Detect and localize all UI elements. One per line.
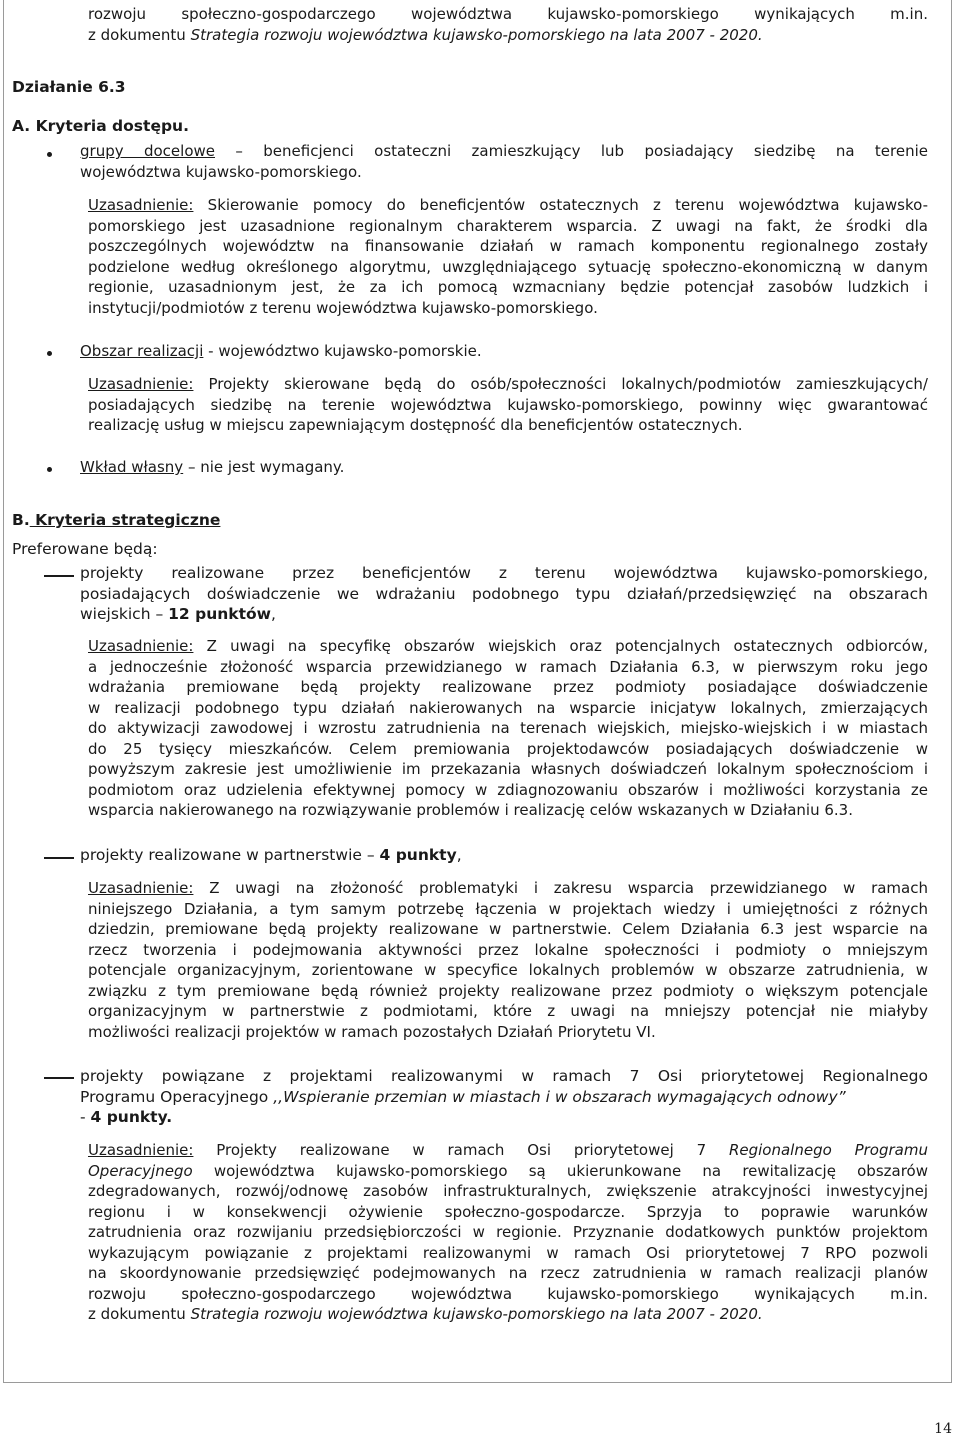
justification-partnership: Uzasadnienie: Z uwagi na złożoność problematyki i zakresu wsparcia przewidzianego w ramach niniejszego Działania, a tym samym potrzebę łączenia w projektach wiedzy i umiejętności z różnych dziedzin, premiowane będą projekty realizowane w partnerstwie. Celem Działania 6.3 jest wsparcie na rzecz tworzenia i podejmowania aktywności przez lokalne społeczności i podmioty o mniejszym potencjale organizacyjnym, zorientowane w specyfice lokalnych problemów w obszarze zatrudnienia, w związku z tym premiowane będą również projekty realizowane przez podmioty o większym potencjale organizacyjnym w partnerstwie z podmiotami, które z uwagi na mniejszy potencjał nie miałyby możliwości realizacji projektów w ramach pozostałych Działań Priorytetu VI. bbox=[88, 879, 928, 1041]
target-groups-label: grupy docelowe bbox=[80, 142, 215, 160]
preferred-label: Preferowane będą: bbox=[12, 540, 158, 558]
bullet-icon bbox=[47, 351, 52, 356]
strategy-document-title: Strategia rozwoju województwa kujawsko-pomorskiego na lata 2007 - 2020. bbox=[190, 25, 763, 44]
page-number: 14 bbox=[934, 1421, 952, 1437]
justification-area: Uzasadnienie: Projekty skierowane będą do osób/społeczności lokalnych/podmiotów zamieszkujących/ posiadających siedzibę na terenie województwa kujawsko-pomorskiego, powinny więc gwarantować realizację usług w miejscu zapewniającym dostępność dla beneficjentów ostatecznych. bbox=[88, 375, 928, 434]
preference-rural-experience: projekty realizowane przez beneficjentów z terenu województwa kujawsko-pomorskiego, posiadających doświadczenie we wdrażaniu podobnego typu działań/przedsięwzięć na obszarach wiejskich – 12 punktów, bbox=[80, 564, 928, 623]
intro-paragraph bbox=[88, 4, 928, 45]
preference-axis-7-projects: projekty powiązane z projektami realizowanymi w ramach 7 Osi priorytetowej Regionalnego Programu Operacyjnego ,,Wspieranie przemian w miastach i w obszarach wymagających odnowy” - 4 punkty. bbox=[80, 1067, 928, 1126]
points-4-partnership: 4 punkty bbox=[379, 846, 457, 864]
justification-label: Uzasadnienie: bbox=[88, 637, 194, 655]
bullet-icon bbox=[47, 152, 52, 157]
criterion-area: Obszar realizacji - województwo kujawsko-pomorskie. bbox=[80, 342, 482, 360]
justification-label: Uzasadnienie: bbox=[88, 196, 194, 214]
justification-label: Uzasadnienie: bbox=[88, 879, 194, 897]
area-label: Obszar realizacji bbox=[80, 342, 204, 360]
dash-icon bbox=[44, 1077, 74, 1079]
points-12: 12 punktów bbox=[168, 605, 271, 623]
axis-7-title: ,,Wspieranie przemian w miastach i w obszarach wymagających odnowy” bbox=[273, 1087, 846, 1106]
action-heading: Działanie 6.3 bbox=[12, 78, 126, 96]
intro-line-2: z dokumentu Strategia rozwoju województwa kujawsko-pomorskiego na lata 2007 - 2020. bbox=[88, 25, 763, 44]
justification-label: Uzasadnienie: bbox=[88, 1141, 194, 1159]
dash-icon bbox=[44, 857, 74, 859]
justification-axis-7: Uzasadnienie: Projekty realizowane w ramach Osi priorytetowej 7 Regionalnego Programu Operacyjnego województwa kujawsko-pomorskiego są ukierunkowane na rewitalizację obszarów zdegradowanych, rozwój/odnowę zasobów infrastrukturalnych, zwiększenie atrakcyjności inwestycyjnej regionu i w konsekwencji ożywienie społeczno-gospodarcze. Sprzyja to poprawie warunków zatrudnienia oraz rozwijaniu przedsiębiorczości w regionie. Przyznanie dodatkowych punktów projektom wykazującym powiązanie z projektami realizowanymi w ramach Osi priorytetowej 7 RPO pozwoli na skoordynowanie przedsięwzięć podejmowanych na rzecz zatrudnienia w ramach realizacji planów rozwoju społeczno-gospodarczego województwa kujawsko-pomorskiego wynikających m.in. z dokumentu Strategia rozwoju województwa kujawsko-pomorskiego na lata 2007 - 2020. bbox=[88, 1141, 928, 1323]
preference-partnership: projekty realizowane w partnerstwie – 4 punkty, bbox=[80, 846, 462, 864]
strategy-document-title: Strategia rozwoju województwa kujawsko-pomorskiego na lata 2007 - 2020. bbox=[190, 1305, 763, 1323]
justification-label: Uzasadnienie: bbox=[88, 375, 194, 393]
justification-target-groups: Uzasadnienie: Skierowanie pomocy do beneficjentów ostatecznych z terenu województwa kujawsko- pomorskiego jest uzasadnione regionalnym charakterem wsparcia. Z uwagi na fakt, że środki dla poszczególnych województw na finansowanie działań w ramach komponentu regionalnego zostały podzielone według określonego algorytmu, uwzględniającego sytuację społeczno-ekonomiczną w danym regionie, uzasadnionym jest, że za ich pomocą wzmacniany będzie potencjał zasobów ludzkich i instytucji/podmiotów z terenu województwa kujawsko-pomorskiego. bbox=[88, 196, 928, 317]
section-a-heading: A. Kryteria dostępu. bbox=[12, 117, 189, 135]
criterion-target-groups: grupy docelowe – beneficjenci ostateczni zamieszkujący lub posiadający siedzibę na terenie województwa kujawsko-pomorskiego. bbox=[80, 142, 928, 181]
own-contribution-label: Wkład własny bbox=[80, 458, 184, 476]
justification-rural-experience: Uzasadnienie: Z uwagi na specyfikę obszarów wiejskich oraz potencjalnych ostatecznych odbiorców, a jednocześnie złożoność wsparcia przewidzianego w ramach Działania 6.3, w pierwszym roku jego wdrażania premiowane będą projekty realizowane przez podmioty posiadające doświadczenie w realizacji podobnego typu działań nakierowanych na wsparcie inicjatyw lokalnych, zmierzających do aktywizacji zawodowej i wzrostu zatrudnienia na terenach wiejskich, miejsko-wiejskich i w miastach do 25 tysięcy mieszkańców. Celem premiowania projektodawców posiadających doświadczenie w powyższym zakresie jest umożliwienie im przekazania własnych doświadczeń lokalnym społecznościom i podmiotom oraz udzielenia efektywnej pomocy w zdiagnozowaniu obszarów i możliwości korzystania ze wsparcia nakierowanego na rozwiązywanie problemów i realizację celów wskazanych w Działaniu 6.3. bbox=[88, 637, 928, 819]
bullet-icon bbox=[47, 467, 52, 472]
criterion-own-contribution: Wkład własny – nie jest wymagany. bbox=[80, 458, 345, 476]
section-b-heading: B. Kryteria strategiczne bbox=[12, 511, 221, 529]
intro-line-1: rozwoju społeczno-gospodarczego województwa kujawsko-pomorskiego wynikających m.in. bbox=[88, 5, 928, 23]
dash-icon bbox=[44, 575, 74, 577]
points-4-axis: 4 punkty. bbox=[90, 1108, 173, 1126]
